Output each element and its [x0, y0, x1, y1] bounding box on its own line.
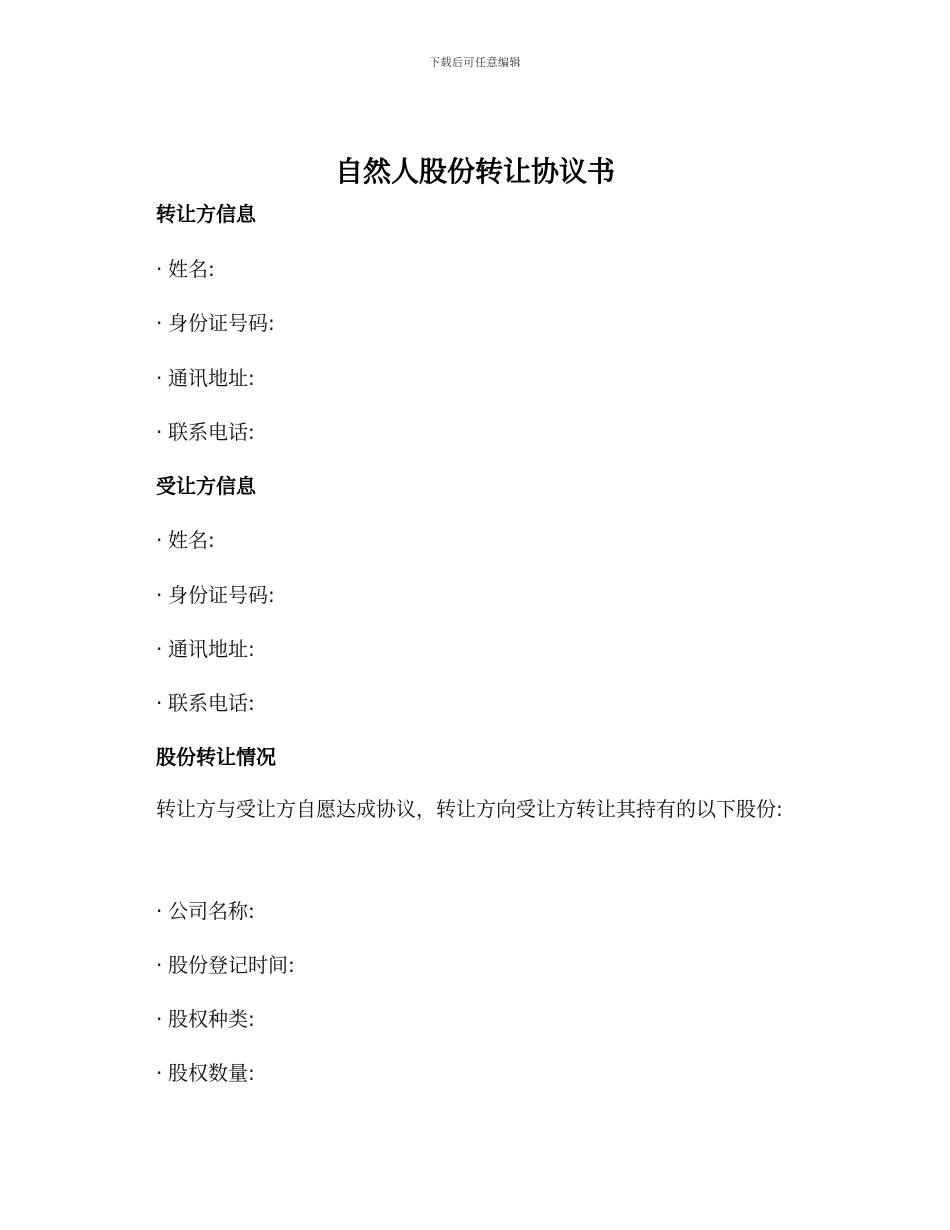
- item-label: 公司名称:: [168, 899, 255, 923]
- bullet: ·: [156, 1007, 163, 1031]
- document-title: 自然人股份转让协议书: [334, 155, 615, 188]
- bullet: ·: [156, 691, 163, 715]
- equity-quantity-item: [156, 1057, 255, 1086]
- transferor-phone-item: [156, 416, 255, 445]
- share-transfer-heading: 股份转让情况: [156, 745, 276, 769]
- transferee-id-item: [156, 579, 275, 608]
- bullet: ·: [156, 1061, 163, 1085]
- bullet: ·: [156, 637, 163, 661]
- item-label: 股权数量:: [168, 1061, 255, 1085]
- item-label: 身份证号码:: [168, 311, 275, 335]
- transferor-name-item: [156, 253, 215, 282]
- item-label: 联系电话:: [168, 691, 255, 715]
- transferee-address-item: [156, 633, 255, 662]
- bullet: ·: [156, 953, 163, 977]
- item-label: 身份证号码:: [168, 583, 275, 607]
- item-label: 通讯地址:: [168, 637, 255, 661]
- equity-type-item: [156, 1003, 255, 1032]
- registration-time-item: [156, 949, 295, 978]
- header-note: 下载后可任意编辑: [429, 56, 521, 69]
- item-label: 姓名:: [168, 257, 215, 281]
- company-name-item: [156, 895, 255, 924]
- item-label: 股权种类:: [168, 1007, 255, 1031]
- bullet: ·: [156, 583, 163, 607]
- transferee-heading: 受让方信息: [156, 474, 256, 498]
- transferee-name-item: [156, 524, 215, 553]
- transferor-address-item: [156, 362, 255, 391]
- bullet: ·: [156, 257, 163, 281]
- transferor-id-item: [156, 307, 275, 336]
- transferor-heading: 转让方信息: [156, 202, 256, 226]
- share-transfer-paragraph: 转让方与受让方自愿达成协议，转让方向受让方转让其持有的以下股份:: [156, 797, 783, 821]
- bullet: ·: [156, 366, 163, 390]
- bullet: ·: [156, 311, 163, 335]
- item-label: 股份登记时间:: [168, 953, 295, 977]
- bullet: ·: [156, 528, 163, 552]
- transferee-phone-item: [156, 687, 255, 716]
- item-label: 姓名:: [168, 528, 215, 552]
- bullet: ·: [156, 899, 163, 923]
- item-label: 通讯地址:: [168, 366, 255, 390]
- bullet: ·: [156, 420, 163, 444]
- item-label: 联系电话:: [168, 420, 255, 444]
